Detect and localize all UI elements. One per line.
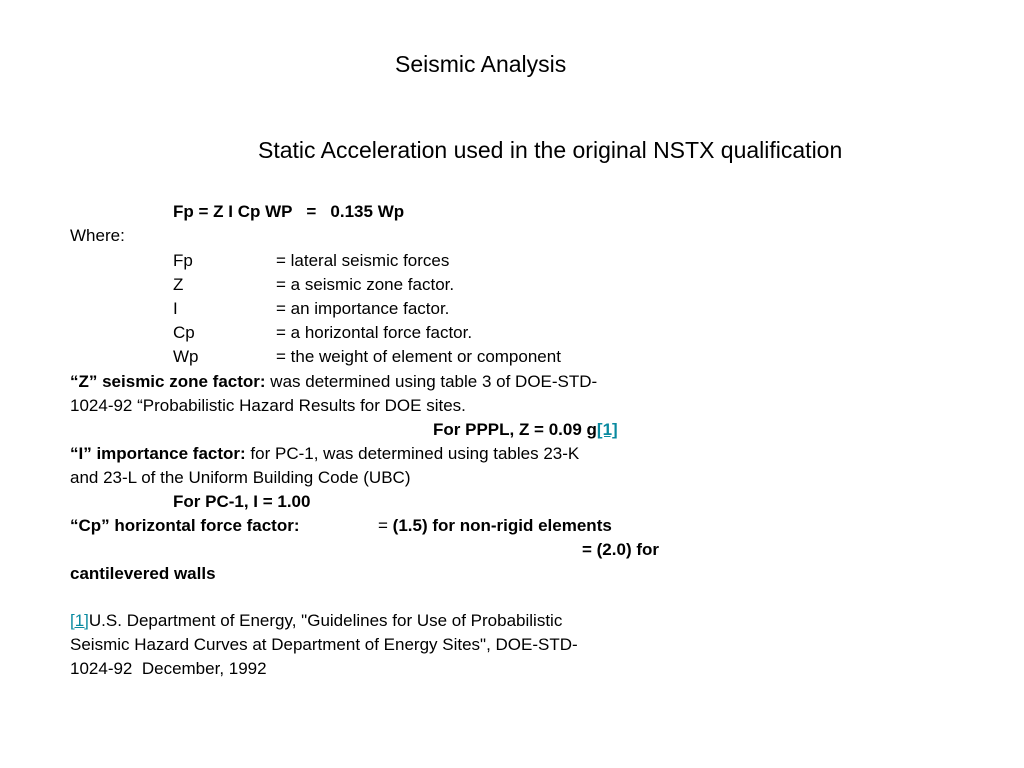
z-factor-value: For PPPL, Z = 0.09 g — [433, 420, 597, 439]
definition-meaning: = a horizontal force factor. — [276, 323, 473, 342]
i-factor-line1 — [70, 442, 579, 466]
cp-factor-value2: = (2.0) for — [582, 540, 659, 559]
cp-factor-nonrigid: (1.5) for non-rigid elements — [392, 516, 612, 535]
z-factor-label: “Z” seismic zone factor: — [70, 372, 266, 391]
footnote-line2: Seismic Hazard Curves at Department of Energy Sites", DOE-STD- — [70, 635, 578, 654]
z-factor-line2: 1024-92 “Probabilistic Hazard Results for DOE sites. — [70, 396, 466, 415]
definition-meaning: = a seismic zone factor. — [276, 275, 455, 294]
cp-factor-value2-cont: cantilevered walls — [70, 564, 216, 583]
cp-factor-value1 — [378, 514, 612, 538]
definition-symbol: Wp — [173, 347, 199, 366]
definition-symbol: Fp — [173, 251, 193, 270]
cp-factor-eq: = — [378, 516, 388, 535]
definition-meaning: = an importance factor. — [276, 299, 450, 318]
definition-symbol: Cp — [173, 323, 195, 342]
footnote-text: U.S. Department of Energy, "Guidelines for Use of Probabilistic — [88, 611, 563, 630]
z-factor-result — [433, 418, 618, 442]
i-factor-line2: and 23-L of the Uniform Building Code (UBC) — [70, 468, 411, 487]
z-factor-line1 — [70, 370, 597, 394]
footnote-reference-link[interactable]: [1] — [70, 611, 89, 630]
definition-meaning: = lateral seismic forces — [276, 251, 450, 270]
i-factor-text: for PC-1, was determined using tables 23-K — [245, 444, 580, 463]
page-subtitle: Static Acceleration used in the original NSTX qualification — [258, 137, 843, 163]
i-factor-result: For PC-1, I = 1.00 — [173, 492, 311, 511]
page-title: Seismic Analysis — [395, 51, 567, 77]
reference-link[interactable]: [1] — [596, 420, 618, 439]
definition-meaning: = the weight of element or component — [276, 347, 561, 366]
where-label: Where: — [70, 226, 125, 245]
formula: Fp = Z I Cp WP = 0.135 Wp — [173, 202, 405, 221]
definition-symbol: I — [173, 299, 178, 318]
footnote-line1 — [70, 609, 562, 633]
z-factor-text: was determined using table 3 of DOE-STD- — [265, 372, 598, 391]
cp-factor-label: “Cp” horizontal force factor: — [70, 516, 300, 535]
definition-symbol: Z — [173, 275, 184, 294]
footnote-line3: 1024-92 December, 1992 — [70, 659, 267, 678]
i-factor-label: “I” importance factor: — [70, 444, 246, 463]
